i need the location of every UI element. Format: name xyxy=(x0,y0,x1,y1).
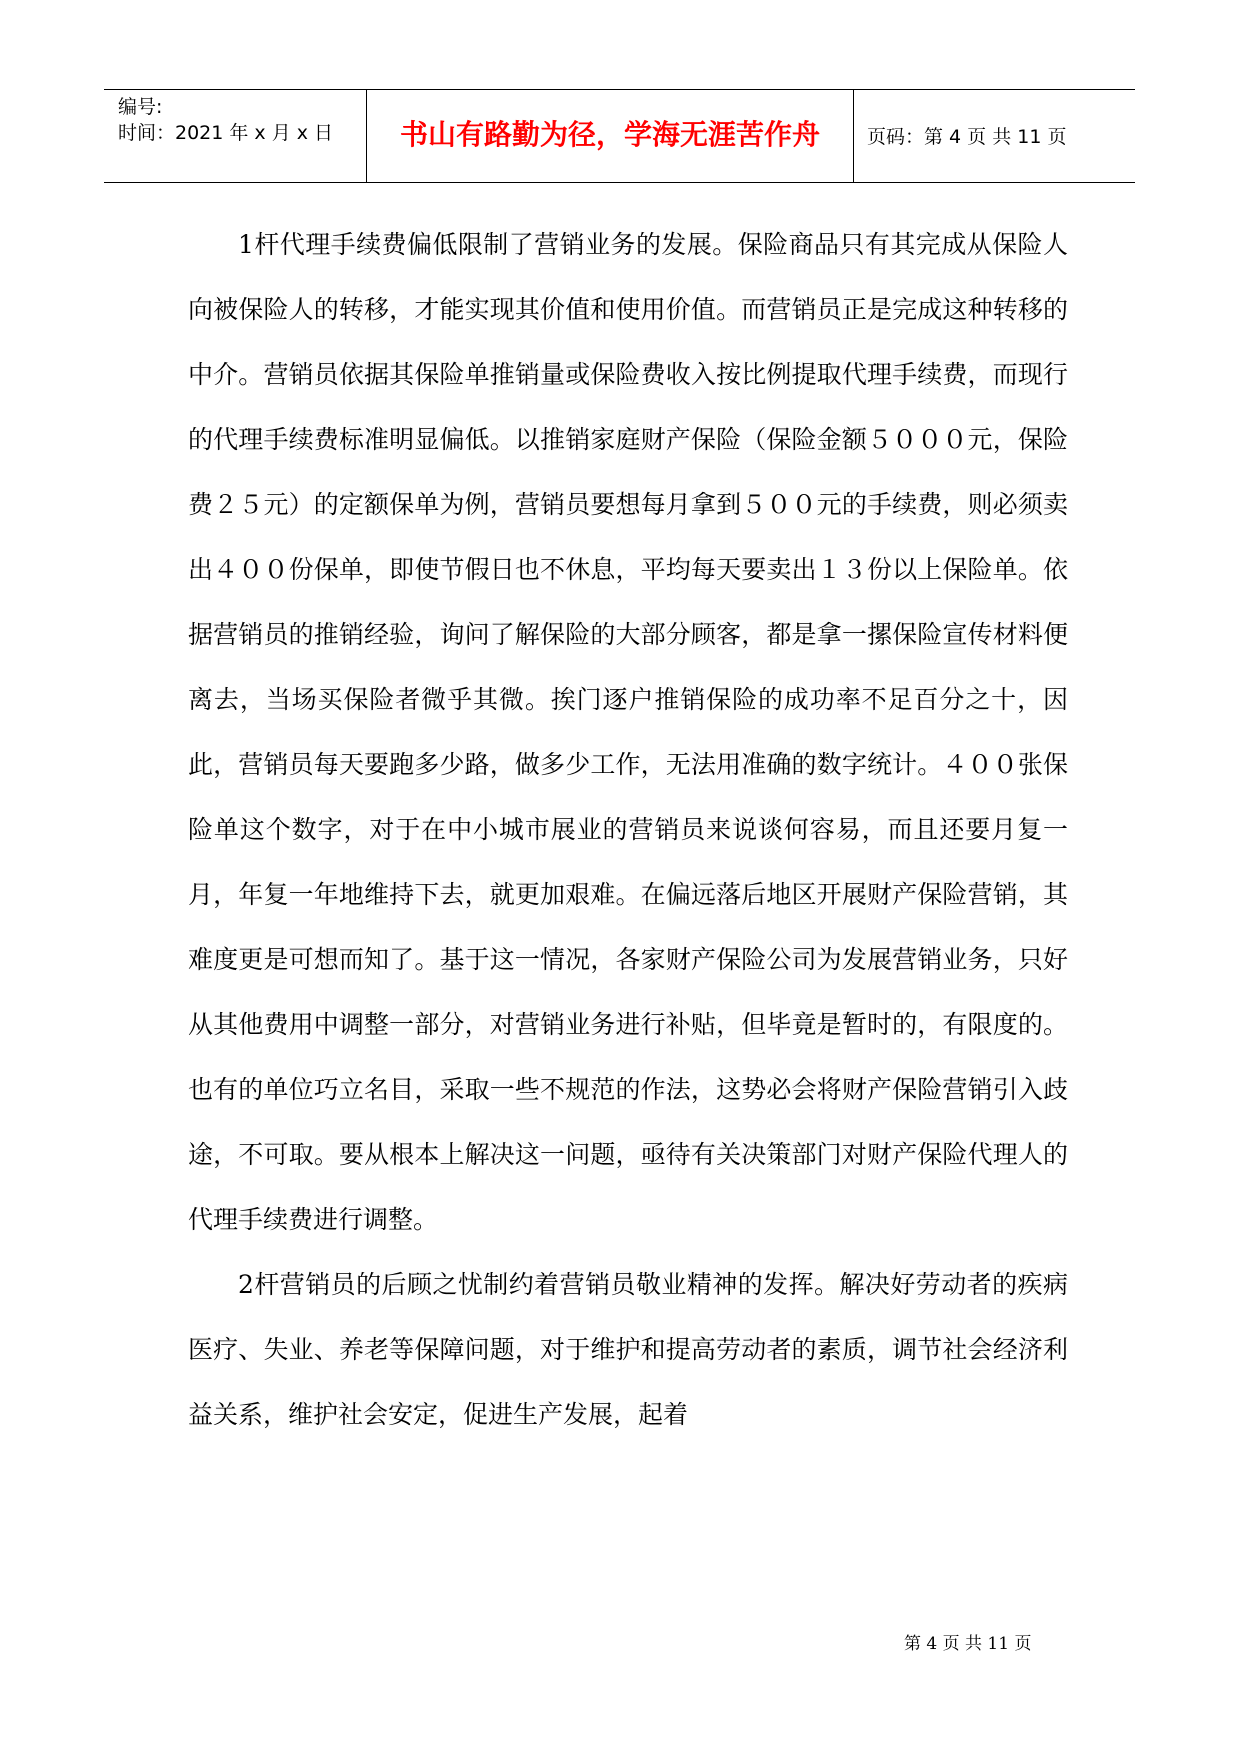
document-body xyxy=(188,212,1068,1447)
header-page-cell xyxy=(854,90,1135,182)
paragraph: 1杆代理手续费偏低限制了营销业务的发展。保险商品只有其完成从保险人向被保险人的转移，才能实现其价值和使用价值。而营销员正是完成这种转移的中介。营销员依据其保险单推销量或保险费收入按比例提取代理手续费，而现行的代理手续费标准明显偏低。以推销家庭财产保险（保险金额５０００元，保险费２５元）的定额保单为例，营销员要想每月拿到５００元的手续费，则必须卖出４００份保单，即使节假日也不休息，平均每天要卖出１３份以上保险单。依据营销员的推销经验，询问了解保险的大部分顾客，都是拿一摞保险宣传材料便离去，当场买保险者微乎其微。挨门逐户推销保险的成功率不足百分之十，因此，营销员每天要跑多少路，做多少工作，无法用准确的数字统计。４００张保险单这个数字，对于在中小城市展业的营销员来说谈何容易，而且还要月复一月，年复一年地维持下去，就更加艰难。在偏远落后地区开展财产保险营销，其难度更是可想而知了。基于这一情况，各家财产保险公司为发展营销业务，只好从其他费用中调整一部分，对营销业务进行补贴，但毕竟是暂时的，有限度的。也有的单位巧立名目，采取一些不规范的作法，这势必会将财产保险营销引入歧途，不可取。要从根本上解决这一问题，亟待有关决策部门对财产保险代理人的代理手续费进行调整。 xyxy=(188,230,1068,1234)
header-page-code: 页码：第 4 页 共 11 页 xyxy=(867,126,1067,148)
header-info-cell xyxy=(104,90,367,182)
time-label: 时间：2021 年 x 月 x 日 xyxy=(118,122,334,144)
header-motto-cell xyxy=(367,90,854,182)
page-footer: 第 4 页 共 11 页 xyxy=(904,1634,1032,1654)
serial-number-label: 编号: xyxy=(118,96,163,118)
header-motto: 书山有路勤为径，学海无涯苦作舟 xyxy=(399,118,820,151)
document-header xyxy=(104,89,1135,183)
paragraph: 2杆营销员的后顾之忧制约着营销员敬业精神的发挥。解决好劳动者的疾病医疗、失业、养老等保障问题，对于维护和提高劳动者的素质，调节社会经济利益关系，维护社会安定，促进生产发展，起着 xyxy=(188,1270,1068,1429)
